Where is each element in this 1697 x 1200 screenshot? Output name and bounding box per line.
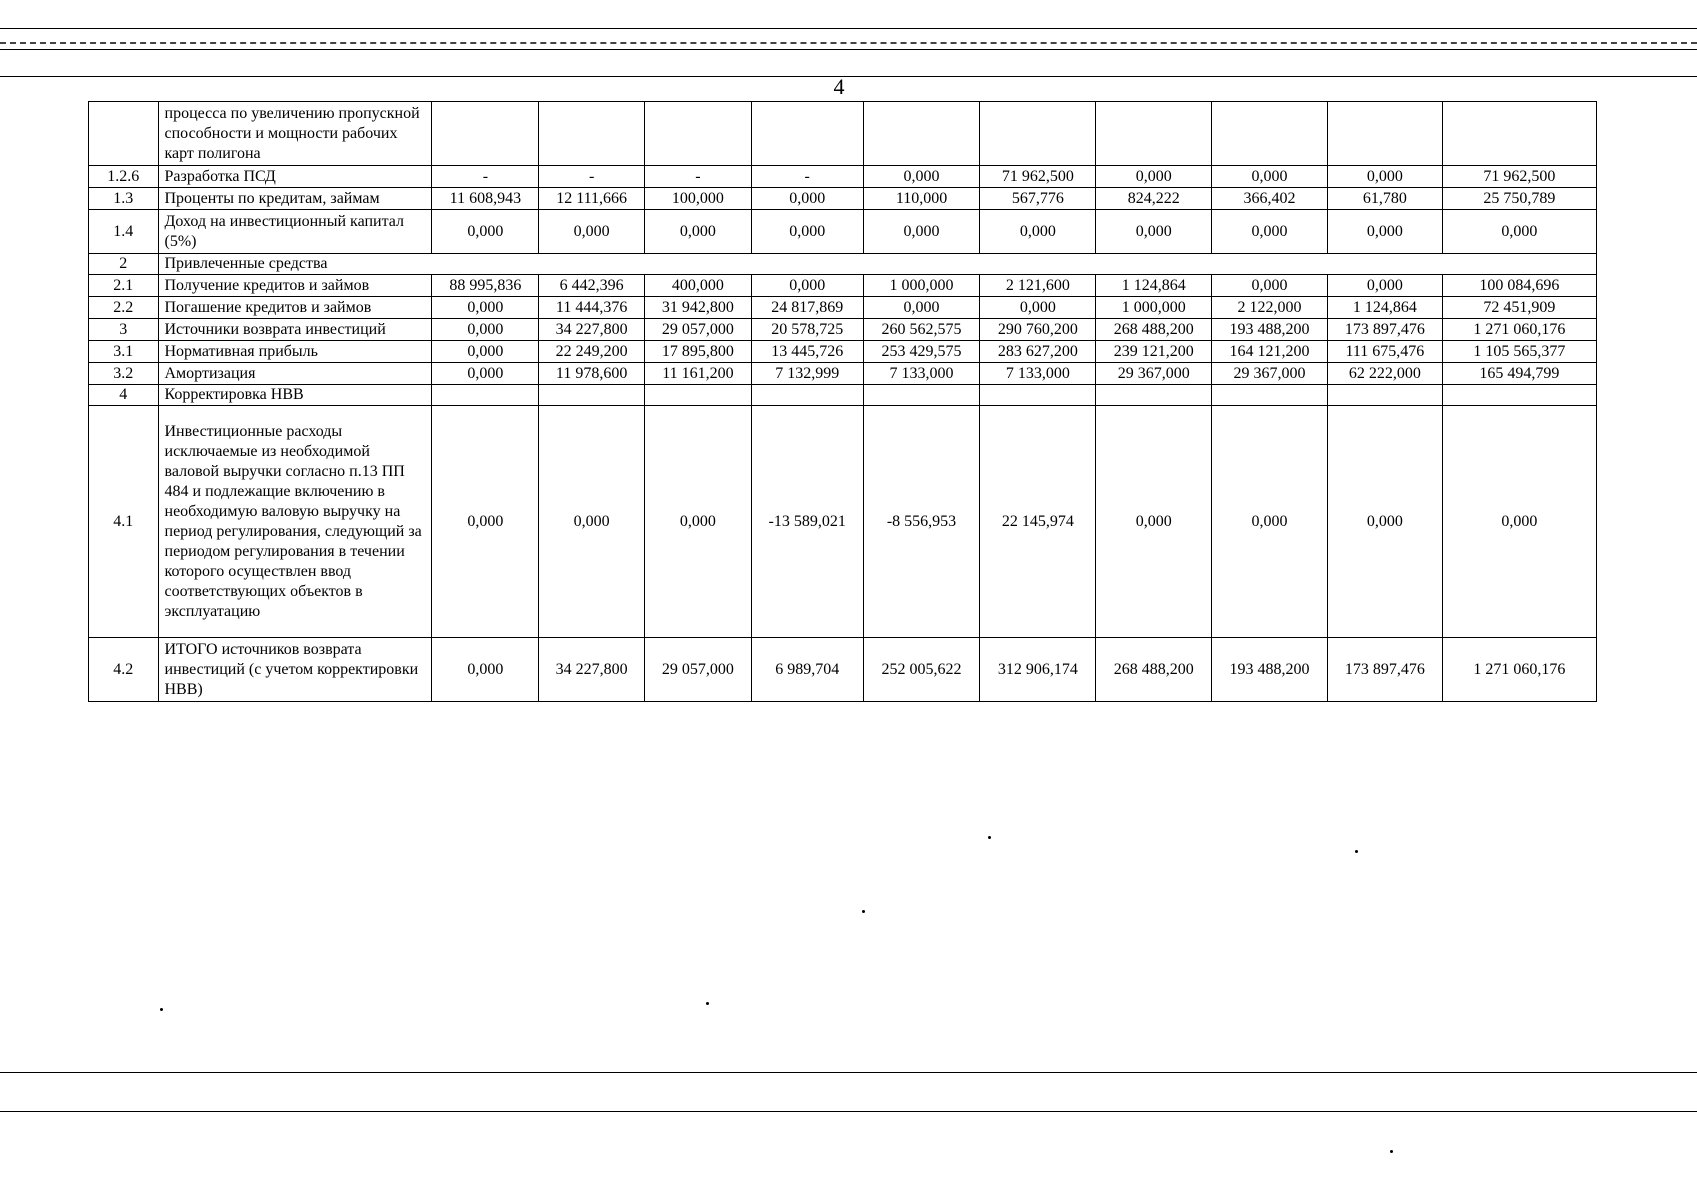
row-number: 4.2 [89,638,159,702]
value-cell: - [645,166,752,188]
value-cell [980,385,1096,406]
row-name: Проценты по кредитам, займам [158,188,432,210]
row-number: 3.2 [89,363,159,385]
value-cell: 0,000 [863,166,980,188]
value-cell: 11 978,600 [539,363,645,385]
row-number: 2.1 [89,275,159,297]
table-row [89,166,1597,188]
row-number: 1.2.6 [89,166,159,188]
value-cell: 260 562,575 [863,319,980,341]
table-row [89,638,1597,702]
value-cell: 13 445,726 [751,341,863,363]
row-name: Доход на инвестиционный капитал (5%) [158,210,432,254]
value-cell: 0,000 [1442,406,1596,638]
value-cell: -8 556,953 [863,406,980,638]
value-cell: 312 906,174 [980,638,1096,702]
page-number: 4 [833,74,845,99]
value-cell: 2 122,000 [1212,297,1328,319]
table-row [89,363,1597,385]
value-cell: 268 488,200 [1096,319,1212,341]
value-cell: 0,000 [1212,166,1328,188]
value-cell: 0,000 [980,297,1096,319]
value-cell: 88 995,836 [432,275,539,297]
section-title: Привлеченные средства [158,254,1597,275]
value-cell: -13 589,021 [751,406,863,638]
value-cell [751,102,863,166]
value-cell: 7 133,000 [980,363,1096,385]
table-row [89,297,1597,319]
scan-line-top-2 [0,42,1697,44]
row-number [89,102,159,166]
value-cell: 1 271 060,176 [1442,319,1596,341]
value-cell: 111 675,476 [1327,341,1442,363]
row-name: Инвестиционные расходы исключаемые из необходимой валовой выручки согласно п.13 ПП 484 и подлежащие включению в необходимую валовую выручку на период регулирования, следующий за периодом регулирования в течении которого осуществлен ввод соответствующих объектов в эксплуатацию [158,406,432,638]
value-cell: 0,000 [432,638,539,702]
value-cell: 0,000 [751,275,863,297]
row-name: Амортизация [158,363,432,385]
value-cell: 0,000 [751,188,863,210]
value-cell: 0,000 [1327,406,1442,638]
value-cell: 400,000 [645,275,752,297]
value-cell: 0,000 [1327,166,1442,188]
row-number: 1.3 [89,188,159,210]
scan-line-top-1 [0,28,1697,29]
value-cell: 12 111,666 [539,188,645,210]
value-cell: - [432,166,539,188]
value-cell: 173 897,476 [1327,638,1442,702]
value-cell: 34 227,800 [539,319,645,341]
value-cell: 1 000,000 [1096,297,1212,319]
value-cell: 29 367,000 [1096,363,1212,385]
value-cell: 290 760,200 [980,319,1096,341]
value-cell: - [539,166,645,188]
value-cell: 100,000 [645,188,752,210]
value-cell: 193 488,200 [1212,638,1328,702]
value-cell: 0,000 [1212,275,1328,297]
scan-speck [1355,850,1358,853]
value-cell: 0,000 [539,210,645,254]
value-cell: 11 161,200 [645,363,752,385]
table-row-section [89,254,1597,275]
row-name: Разработка ПСД [158,166,432,188]
value-cell: 567,776 [980,188,1096,210]
value-cell: 22 145,974 [980,406,1096,638]
table-row [89,319,1597,341]
table-row [89,341,1597,363]
row-name: Источники возврата инвестиций [158,319,432,341]
value-cell: 71 962,500 [1442,166,1596,188]
value-cell [863,102,980,166]
value-cell: 11 444,376 [539,297,645,319]
table-row [89,406,1597,638]
investment-sources-table [88,101,1597,702]
table-row [89,210,1597,254]
value-cell [645,102,752,166]
value-cell: 7 133,000 [863,363,980,385]
value-cell: 0,000 [539,406,645,638]
value-cell: - [751,166,863,188]
value-cell: 11 608,943 [432,188,539,210]
value-cell: 31 942,800 [645,297,752,319]
value-cell: 253 429,575 [863,341,980,363]
row-name: ИТОГО источников возврата инвестиций (с учетом корректировки НВВ) [158,638,432,702]
row-name: процесса по увеличению пропускной способности и мощности рабочих карт полигона [158,102,432,166]
value-cell: 0,000 [1442,210,1596,254]
value-cell [863,385,980,406]
row-number: 2 [89,254,159,275]
value-cell: 366,402 [1212,188,1328,210]
row-number: 4 [89,385,159,406]
value-cell [1442,102,1596,166]
value-cell [1327,385,1442,406]
value-cell: 0,000 [1096,210,1212,254]
row-name: Получение кредитов и займов [158,275,432,297]
value-cell: 268 488,200 [1096,638,1212,702]
value-cell: 110,000 [863,188,980,210]
value-cell: 0,000 [1327,275,1442,297]
value-cell [980,102,1096,166]
value-cell: 1 105 565,377 [1442,341,1596,363]
value-cell: 1 124,864 [1327,297,1442,319]
value-cell: 283 627,200 [980,341,1096,363]
value-cell [539,102,645,166]
value-cell: 173 897,476 [1327,319,1442,341]
value-cell: 7 132,999 [751,363,863,385]
value-cell: 0,000 [1212,210,1328,254]
scan-line-top-3 [0,49,1697,50]
table-row [89,385,1597,406]
table-row [89,188,1597,210]
row-number: 3 [89,319,159,341]
value-cell: 1 000,000 [863,275,980,297]
value-cell: 0,000 [432,406,539,638]
value-cell [645,385,752,406]
value-cell: 0,000 [432,210,539,254]
value-cell [1442,385,1596,406]
value-cell: 22 249,200 [539,341,645,363]
value-cell: 0,000 [645,406,752,638]
value-cell: 62 222,000 [1327,363,1442,385]
value-cell: 0,000 [1096,166,1212,188]
value-cell: 0,000 [863,210,980,254]
value-cell: 165 494,799 [1442,363,1596,385]
value-cell: 1 271 060,176 [1442,638,1596,702]
value-cell: 24 817,869 [751,297,863,319]
value-cell: 72 451,909 [1442,297,1596,319]
row-number: 3.1 [89,341,159,363]
value-cell: 61,780 [1327,188,1442,210]
value-cell [751,385,863,406]
value-cell: 0,000 [432,297,539,319]
value-cell [1212,102,1328,166]
value-cell: 0,000 [432,319,539,341]
value-cell [432,385,539,406]
scan-speck [988,836,991,839]
value-cell: 2 121,600 [980,275,1096,297]
value-cell: 0,000 [1212,406,1328,638]
value-cell [1096,385,1212,406]
scan-line-bottom-1 [0,1072,1697,1073]
value-cell: 0,000 [1327,210,1442,254]
value-cell: 0,000 [432,363,539,385]
value-cell: 1 124,864 [1096,275,1212,297]
row-name: Погашение кредитов и займов [158,297,432,319]
value-cell: 0,000 [863,297,980,319]
value-cell: 0,000 [751,210,863,254]
value-cell: 6 989,704 [751,638,863,702]
value-cell: 29 367,000 [1212,363,1328,385]
row-number: 4.1 [89,406,159,638]
scan-speck [1390,1150,1393,1153]
value-cell: 34 227,800 [539,638,645,702]
value-cell: 100 084,696 [1442,275,1596,297]
scan-speck [706,1002,709,1005]
value-cell: 0,000 [980,210,1096,254]
value-cell: 193 488,200 [1212,319,1328,341]
value-cell: 239 121,200 [1096,341,1212,363]
value-cell: 824,222 [1096,188,1212,210]
table-row [89,102,1597,166]
value-cell: 29 057,000 [645,319,752,341]
value-cell: 0,000 [1096,406,1212,638]
value-cell: 20 578,725 [751,319,863,341]
value-cell: 0,000 [432,341,539,363]
scan-speck [160,1008,163,1011]
row-number: 2.2 [89,297,159,319]
scan-line-bottom-2 [0,1111,1697,1112]
value-cell: 71 962,500 [980,166,1096,188]
value-cell: 252 005,622 [863,638,980,702]
value-cell [1212,385,1328,406]
value-cell [432,102,539,166]
value-cell: 17 895,800 [645,341,752,363]
scan-speck [862,910,865,913]
value-cell [539,385,645,406]
row-name: Нормативная прибыль [158,341,432,363]
row-name: Корректировка НВВ [158,385,432,406]
value-cell: 25 750,789 [1442,188,1596,210]
table-row [89,275,1597,297]
value-cell: 6 442,396 [539,275,645,297]
value-cell [1327,102,1442,166]
value-cell: 0,000 [645,210,752,254]
value-cell: 29 057,000 [645,638,752,702]
value-cell: 164 121,200 [1212,341,1328,363]
row-number: 1.4 [89,210,159,254]
value-cell [1096,102,1212,166]
